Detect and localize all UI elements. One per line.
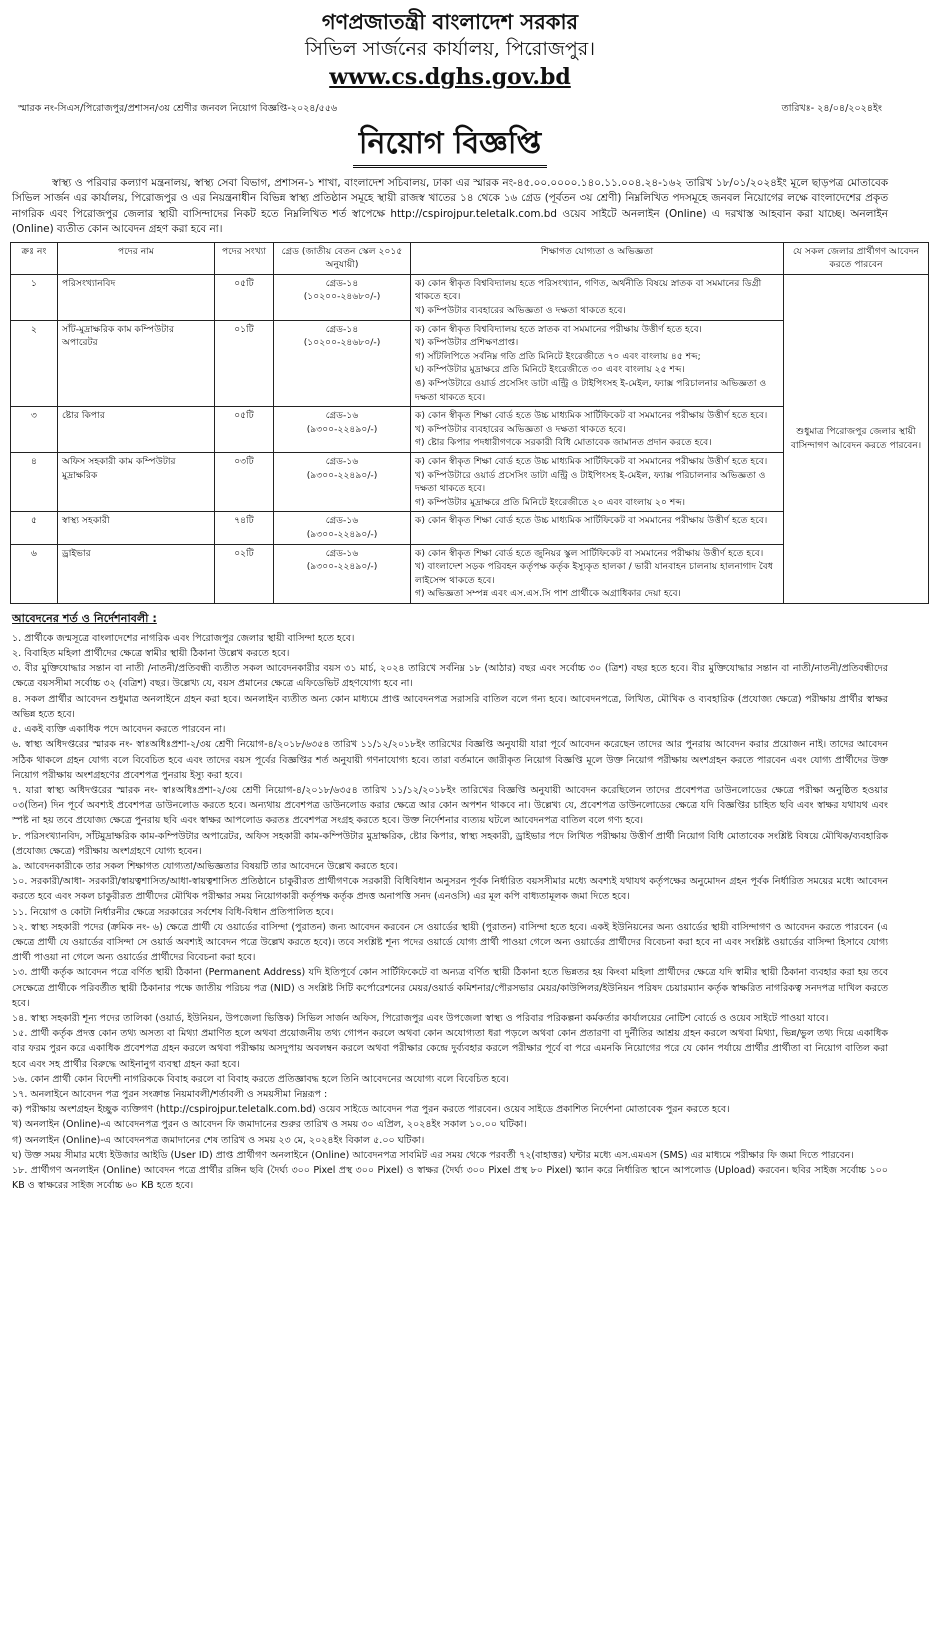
serial-cell: ১ — [11, 274, 58, 320]
qualification-item: ক) কোন স্বীকৃত শিক্ষা বোর্ড হতে উচ্চ মাধ্যমিক সার্টিফিকেট বা সমমানের পরীক্ষায় উত্তীর্ণ হতে হবে। — [415, 515, 768, 527]
memo-number: স্মারক নং-সিএস/পিরোজপুর/প্রশাসন/৩য় শ্রেণীর জনবল নিয়োগ বিজ্ঞপ্তি-২০২৪/৫৫৬ — [18, 103, 338, 114]
header-sl: ক্রঃ নং — [11, 242, 58, 274]
posts-table-body — [11, 274, 929, 603]
qualification-item: গ) কম্পিউটার মুদ্রাক্ষরে প্রতি মিনিটে ইংরেজীতে ২০ এবং বাংলায় ২০ শব্দ। — [415, 496, 686, 508]
grade-line: (৯৩০০-২২৪৯০/-) — [306, 561, 378, 573]
post-count-cell: ০২টি — [215, 544, 274, 603]
condition-item: ১৭. অনলাইনে আবেদন পত্র পুরন সংক্রান্ত নিয়মাবলী/শর্তাবলী ও সময়সীমা নিম্নরূপ : — [12, 1088, 328, 1100]
post-count-cell: ০৫টি — [215, 407, 274, 453]
condition-item: ১২. স্বাস্থ্য সহকারী পদের (ক্রমিক নং- ৬) ক্ষেত্রে প্রার্থী যে ওয়ার্ডের বাসিন্দা (পুরাতন) জন্য আবেদন করবেন সে ওয়ার্ডের স্থায়ী (পুরাতন) বাসিন্দা হতে হবে। একই ইউনিয়নের অন্য ওয়ার্ডের স্থায়ী বাসিন্দাগণ ও আবেদন করতে পারবেন (এ ক্ষেত্রে প্রার্থী যে ওয়ার্ডের বাসিন্দা সে ওয়ার্ড অবশ্যই আবেদন পত্রে উল্লেখ করতে হবে)। তবে সংশ্লিষ্ট শূন্য পদের ওয়ার্ডে যোগ্য প্রার্থী পাওয়া গেলে অন্য ওয়ার্ডের প্রার্থীদের বিবেচনা করা হবে না এবং সংশ্লিষ্ট ওয়ার্ডের বাসিন্দা হিসাবে যোগ্য প্রার্থী পাওয়া না গেলে অন্য ওয়ার্ডের প্রার্থীদের বিবেচনা করা হবে। — [12, 921, 888, 964]
serial-cell: ২ — [11, 320, 58, 407]
government-name: গণপ্রজাতন্ত্রী বাংলাদেশ সরকার — [321, 9, 579, 34]
header-district: যে সকল জেলার প্রার্থীগণ আবেদন করতে পারবেন — [784, 242, 929, 274]
post-count-cell: ০১টি — [215, 320, 274, 407]
qualification-cell — [411, 544, 784, 603]
conditions-list — [12, 631, 888, 1194]
condition-item: ৪. সকল প্রার্থীর আবেদন শুধুমাত্র অনলাইনে গ্রহন করা হবে। অনলাইন ব্যতীত অন্য কোন মাধ্যমে প্রাপ্ত আবেদনপত্র সরাসরি বাতিল বলে গন্য হবে। আবেদনপত্রে, লিখিত, মৌখিক ও ব্যবহারিক (প্রযোজ্য ক্ষেত্রে) পরীক্ষায় প্রার্থীর স্বাক্ষর অভিন্ন হতে হবে। — [12, 693, 888, 720]
condition-item: ১৪. স্বাস্থ্য সহকারী শূন্য পদের তালিকা (ওয়ার্ড, ইউনিয়ন, উপজেলা ভিত্তিক) সিভিল সার্জন অফিস, পিরোজপুর এবং উপজেলা স্বাস্থ্য ও পরিবার পরিকল্পনা কর্মকর্তার কার্যালয়ের নোটিশ বোর্ডে ও ওয়েব সাইটে পাওয়া যাবে। — [12, 1012, 829, 1024]
posts-table — [10, 242, 929, 604]
grade-cell — [274, 512, 411, 544]
qualification-cell — [411, 512, 784, 544]
notice-title-wrap — [10, 125, 890, 168]
grade-line: গ্রেড-১৬ — [325, 410, 359, 422]
condition-item: ১৩. প্রার্থী কর্তৃক আবেদন পত্রে বর্ণিত স্থায়ী ঠিকানা (Permanent Address) যদি ইতিপূর্বে কোন সার্টিফিকেটে বা অন্যত্র বর্ণিত স্থায়ী ঠিকানা হতে ভিন্নতর হয় কিংবা মহিলা প্রার্থীদের ক্ষেত্রে যদি স্বামীর স্থায়ী ঠিকানা ব্যবহার করা হয় তবে সেক্ষেত্রে প্রার্থীকে পরিবর্তীত স্থায়ী ঠিকানার পক্ষে জাতীয় পরিচয় পত্র (NID) ও সংশ্লিষ্ট সিটি কর্পোরেশনের মেয়র/ওয়ার্ড কমিশনার/পৌরসভার মেয়র/কাউন্সিলর/ইউনিয়ন পরিষদ চেয়ারম্যান কর্তৃক স্বাক্ষরিত নাগরিকত্ব সনদপত্র দাখিল করতে হবে। — [12, 967, 888, 1009]
letterhead — [10, 8, 890, 92]
qualification-item: ঘ) কম্পিউটার মুদ্রাক্ষরে প্রতি মিনিটে ইংরেজীতে ৩০ এবং বাংলায় ২৫ শব্দ। — [415, 364, 685, 376]
qualification-item: ক) কোন স্বীকৃত শিক্ষা বোর্ড হতে উচ্চ মাধ্যমিক সার্টিফিকেট বা সমমানের পরীক্ষায় উত্তীর্ণ হতে হবে। — [415, 455, 768, 467]
post-name-cell: অফিস সহকারী কাম কম্পিউটার মুদ্রাক্ষরিক — [58, 452, 215, 511]
website-link[interactable]: www.cs.dghs.gov.bd — [329, 64, 571, 90]
post-name-cell: ষ্টোর কিপার — [58, 407, 215, 453]
serial-cell: ৬ — [11, 544, 58, 603]
condition-item: ৫. একই ব্যক্তি একাধিক পদে আবেদন করতে পারবেন না। — [12, 724, 226, 736]
header-grade: গ্রেড (জাতীয় বেতন স্কেল ২০১৫ অনুযায়ী) — [274, 242, 411, 274]
grade-cell — [274, 544, 411, 603]
grade-line: (১০২০০-২৪৬৮০/-) — [303, 337, 381, 349]
table-row — [11, 274, 929, 320]
condition-item: ১১. নিয়োগ ও কোটা নির্ধারনীর ক্ষেত্রে সরকারের সর্বশেষ বিধি-বিধান প্রতিপালিত হবে। — [12, 906, 334, 918]
condition-item: ৭. যারা স্বাস্থ্য অধিদপ্তরের স্মারক নং- স্বাঃঅধিঃপ্রশা-২/৩য় শ্রেণী নিয়োগ-৪/২০১৮/৬৩৫৪ তারিখ ১১/১২/২০১৮ইং তারিখের বিজ্ঞপ্তি অনুযায়ী আবেদন করেছিলেন তাদের প্রবেশপত্র ডাউনলোডের ক্ষেত্রে পরীক্ষা অনুষ্ঠিত হওয়ার ০৩(তিন) দিন পূর্বে অবশ্যই প্রবেশপত্র ডাউনলোড করতে হবে। অন্যথায় প্রবেশপত্র ডাউনলোড করার ক্ষেত্রে আর কোন অপশন থাকবে না। উল্লেখ্য যে, প্রবেশপত্র ডাউনলোডের ক্ষেত্রে যদি বিজ্ঞপ্তির চাহিত ছবি এবং স্বাক্ষর যথাযথ এবং স্পষ্ট না হয় তবে প্রযোজ্য ক্ষেত্রে পুনরায় ছবি এবং স্বাক্ষর আপলোড করতঃ প্রবেশপত্র সংগ্রহ করতে হবে। উক্ত নির্দেশনার ব্যত্যয় ঘটলে আবেদনপত্র বাতিল বলে গণ্য হবে। — [12, 784, 888, 827]
notice-title: নিয়োগ বিজ্ঞপ্তি — [353, 125, 547, 168]
header-qualification: শিক্ষাগত যোগ্যতা ও অভিজ্ঞতা — [411, 242, 784, 274]
post-count-cell: ০৩টি — [215, 452, 274, 511]
qualification-item: খ) কম্পিউটার প্রশিক্ষণপ্রাপ্ত। — [415, 337, 519, 349]
post-name-cell: ড্রাইভার — [58, 544, 215, 603]
qualification-item: খ) কম্পিউটার ব্যবহারের অভিজ্ঞতা ও দক্ষতা থাকতে হবে। — [415, 423, 626, 435]
grade-line: (৯৩০০-২২৪৯০/-) — [306, 528, 378, 540]
conditions-title: আবেদনের শর্ত ও নির্দেশনাবলী : — [12, 611, 157, 625]
grade-cell — [274, 452, 411, 511]
condition-item: ৬. স্বাস্থ্য অধিদপ্তরের স্মারক নং- স্বাঃঅধিঃপ্রশা-২/৩য় শ্রেণী নিয়োগ-৪/২০১৮/৬৩৫৪ তারিখ ১১/১২/২০১৮ইং তারিখের বিজ্ঞপ্তি অনুযায়ী যারা পূর্বে আবেদন করেছেন তাদের আর পুনরায় আবেদন করার প্রয়োজন নাই। তাদের আবেদন সঠিক থাকলে গ্রহন যোগ্য বলে বিবেচিত হবে এবং তাদের বয়স পূর্বের বিজ্ঞপ্তির শর্ত অনুযায়ী গণনাযোগ্য হবে। তারা বর্তমানে জারীকৃত নিয়োগ বিজ্ঞপ্তি মূলে উক্ত নিয়োগ পরীক্ষায় অংশগ্রহন করতে পারবেন এবং যোগ্য প্রার্থীদের উক্ত নিয়োগ পরীক্ষায় অংশগ্রহণের প্রবেশপত্র পুনরায় ইস্যু করা হবে। — [12, 739, 888, 781]
condition-item: ক) পরীক্ষায় অংশগ্রহন ইচ্ছুক ব্যক্তিগণ (http://cspirojpur.teletalk.com.bd) ওয়েব সাইডে আবেদন পত্র পুরন করতে পারবেন। ওয়েব সাইডে প্রকাশিত নির্দেশনা মোতাবেক পুরন করতে হবে। — [12, 1104, 730, 1116]
grade-line: (৯৩০০-২২৪৯০/-) — [306, 423, 378, 435]
grade-cell — [274, 274, 411, 320]
condition-item: ১৫. প্রার্থী কর্তৃক প্রদত্ত কোন তথ্য অসত্য বা মিথ্যা প্রমাণিত হলে অথবা প্রয়োজনীয় তথ্য গোপন করলে অথবা কোন অযোগ্যতা ধরা পড়লে অথবা কোন প্রতারণা বা দুর্নীতির আশ্রয় গ্রহন করলে অথবা মিথ্যা, ভিন্ন/ভুল তথ্য দিয়ে একাধিক বার ফরম পুরন করে একাধিক প্রবেশপত্র গ্রহন করলে অথবা পরীক্ষায় অসদুপায় অবলম্বন করলে অথবা পরীক্ষার কেন্দ্রে দুর্ব্যবহার করলে পরীক্ষার পূর্বে বা পরে এমনকি নিয়োগের পরে যে কোন পর্যায়ে প্রার্থীর প্রার্থীতা বা নিয়োগ বাতিল করা হবে এবং সহ প্রার্থীর বিরুদ্ধে আইনানুগ ব্যবস্থা গ্রহন করা হবে। — [12, 1028, 888, 1070]
condition-item: গ) অনলাইন (Online)-এ আবেদনপত্র জমাদানের শেষ তারিখ ও সময় ২৩ মে, ২০২৪ইং বিকাল ৫.০০ ঘটিকা। — [12, 1134, 425, 1146]
office-name: সিভিল সার্জনের কার্যালয়, পিরোজপুর। — [304, 38, 596, 60]
grade-cell — [274, 320, 411, 407]
grade-line: (১০২০০-২৪৬৮০/-) — [303, 291, 381, 303]
condition-item: ১৮. প্রার্থীগণ অনলাইন (Online) আবেদন পত্রে প্রার্থীর রঙ্গিন ছবি (দৈর্ঘ্য ৩০০ Pixel প্রস্থ ৩০০ Pixel) ও স্বাক্ষর (দৈর্ঘ্য ৩০০ Pixel প্রস্থ ৮০ Pixel) স্ক্যান করে নির্ধারিত স্থানে আপলোড (Upload) করবেন। ছবির সাইজ সর্বোচ্চ ১০০ KB ও স্বাক্ষরের সাইজ সর্বোচ্চ ৬০ KB হতে হবে। — [12, 1164, 888, 1192]
serial-cell: ৪ — [11, 452, 58, 511]
post-name-cell: পরিসংখ্যানবিদ — [58, 274, 215, 320]
condition-item: ৯. আবেদনকারীকে তার সকল শিক্ষাগত যোগ্যতা/অভিজ্ঞতার বিষয়টি তার আবেদনে উল্লেখ করতে হবে। — [12, 860, 398, 872]
condition-item: ২. বিবাহিত মহিলা প্রার্থীদের ক্ষেত্রে স্বামীর স্থায়ী ঠিকানা উল্লেখ করতে হবে। — [12, 648, 290, 660]
qualification-item: ক) কোন স্বীকৃত শিক্ষা বোর্ড হতে উচ্চ মাধ্যমিক সার্টিফিকেট বা সমমানের পরীক্ষায় উত্তীর্ণ হতে হবে। — [415, 410, 768, 422]
serial-cell: ৩ — [11, 407, 58, 453]
qualification-item: ক) কোন স্বীকৃত বিশ্ববিদ্যালয় হতে স্নাতক বা সমমানের পরীক্ষায় উত্তীর্ণ হতে হবে। — [415, 323, 702, 335]
qualification-cell — [411, 320, 784, 407]
qualification-item: ক) কোন স্বীকৃত শিক্ষা বোর্ড হতে জুনিয়র স্কুল সার্টিফিকেট বা সমমানের পরীক্ষায় উত্তীর্ণ হতে হবে। — [415, 547, 764, 559]
condition-item: ১. প্রার্থীকে জন্মসূত্রে বাংলাদেশের নাগরিক এবং পিরোজপুর জেলার স্থায়ী বাসিন্দা হতে হবে। — [12, 632, 355, 644]
post-count-cell: ০৫টি — [215, 274, 274, 320]
grade-cell — [274, 407, 411, 453]
qualification-item: গ) ষ্টোর কিপার পদধারীগণকে সরকারী বিধি মোতাবেক জামানত প্রদান করতে হবে। — [415, 437, 712, 449]
post-name-cell: স্বাস্থ্য সহকারী — [58, 512, 215, 544]
intro-paragraph: স্বাস্থ্য ও পরিবার কল্যাণ মন্ত্রনালয়, স্বাস্থ্য সেবা বিভাগ, প্রশাসন-১ শাখা, বাংলাদেশ সচিবালয়, ঢাকা এর স্মারক নং-৪৫.০০.০০০০.১৪০.১১.০০৪.২৪-১৬২ তারিখ ১৮/০১/২০২৪ইং মূলে ছাড়পত্র মোতাবেক সিভিল সার্জন এর কার্যালয়, পিরোজপুর ও এর নিয়ন্ত্রনাধীন বিভিন্ন স্বাস্থ্য প্রতিষ্ঠান সমূহে স্থায়ী রাজস্ব খাতের ১৪ থেকে ১৬ গ্রেড (পূর্বতন ৩য় শ্রেণী) নিম্নলিখিত পদসমূহে জনবল নিয়োগের লক্ষে বাংলাদেশের প্রকৃত নাগরিক এবং পিরোজপুর জেলার স্থায়ী বাসিন্দাদের নিকট হতে নিম্নলিখিত শর্ত স্বাপেক্ষে http://cspirojpur.teletalk.com.bd ওয়েব সাইটে অনলাইন (Online) এ দরখাস্ত আহবান করা যাচ্ছে। অনলাইন (Online) ব্যতীত কোন আবেদন গ্রহণ করা হবে না। — [12, 177, 888, 236]
qualification-item: গ) সাঁটলিপিতে সর্বনিম্ন গতি প্রতি মিনিটে ইংরেজীতে ৭০ এবং বাংলায় ৪৫ শব্দ; — [415, 350, 701, 362]
condition-item: ৩. বীর মুক্তিযোদ্ধার সন্তান বা নাতী /নাতনী/প্রতিবন্ধী ব্যতীত সকল আবেদনকারীর বয়স ৩১ মার্চ, ২০২৪ তারিখে সর্বনিম্ন ১৮ (আঠার) বছর এবং সর্বোচ্চ ৩০ (ত্রিশ) বছর হতে হবে। বীর মুক্তিযোদ্ধার সন্তান বা নাতী/নাতনী/প্রতিবন্ধীদের ক্ষেত্রে বয়সসীমা সর্বোচ্চ ৩২ (বত্রিশ) বছর। উল্লেখ্য যে, বয়স প্রমানের ক্ষেত্রে এফিডেভিট গ্রহণযোগ্য হবে না। — [12, 663, 888, 690]
condition-item: খ) অনলাইন (Online)-এ আবেদনপত্র পুরন ও আবেদন ফি জমাদানের শুরুর তারিখ ও সময় ৩০ এপ্রিল, ২০২৪ইং সকাল ১০.০০ ঘটিকা। — [12, 1119, 527, 1131]
qualification-item: খ) বাংলাদেশ সড়ক পরিবহন কর্তৃপক্ষ কর্তৃক ইস্যুকৃত হালকা / ভারী যানবাহন চালনায় হালনাগাদ বৈধ লাইসেন্স থাকতে হবে। — [415, 561, 774, 586]
serial-cell: ৫ — [11, 512, 58, 544]
table-header-row — [11, 242, 929, 274]
qualification-item: খ) কম্পিউটারে ওয়ার্ড প্রসেসিং ডাটা এন্ট্রি ও টাইপিংসহ ই-মেইল, ফ্যাক্স পরিচালনার অভিজ্ঞতা ও দক্ষতা থাকতে হবে। — [415, 469, 766, 495]
grade-line: গ্রেড-১৬ — [325, 547, 359, 559]
district-eligibility-cell: শুধুমাত্র পিরোজপুর জেলার স্থায়ী বাসিন্দাগণ আবেদন করতে পারবেন। — [784, 274, 929, 603]
grade-line: গ্রেড-১৬ — [325, 455, 359, 467]
condition-item: ৮. পরিসংখ্যানবিদ, সাঁটমুদ্রাক্ষরিক কাম-কম্পিউটার অপারেটর, অফিস সহকারী কাম-কম্পিউটার মুদ্রাক্ষরিক, ষ্টোর কিপার, স্বাস্থ্য সহকারী, ড্রাইভার পদে লিখিত পরীক্ষায় উত্তীর্ণ প্রার্থী নিয়োগ বিধি মোতাবেক সংশ্লিষ্ট বিষয়ে মৌখিক/ব্যবহারিক (প্রযোজ্য ক্ষেত্রে) পরীক্ষায় অংশগ্রহণে যোগ্য হবেন। — [12, 830, 888, 857]
post-name-cell: সাঁট-মুদ্রাক্ষরিক কাম কম্পিউটার অপারেটর — [58, 320, 215, 407]
grade-line: (৯৩০০-২২৪৯০/-) — [306, 469, 378, 481]
condition-item: ১০. সরকারী/আধা- সরকারী/স্বায়ত্বশাসিত/আধা-স্বায়ত্বশাসিত প্রতিষ্ঠানে চাকুরীরত প্রার্থীগণকে সরকারী বিধিবিধান অনুসরন পূর্বক নির্ধারিত বয়সসীমার মধ্যে অবশ্যই যথাযথ কর্তৃপক্ষের অনুমোদন গ্রহন পূর্বক নির্ধারিত সময়ের মধ্যে আবেদন করতে হবে এবং সকল চাকুরীরত প্রার্থীদের মৌখিক পরীক্ষার সময় নিয়োগকারী কর্তৃপক্ষ কর্তৃক প্রদত্ত অনাপত্তি সনদ (এনওসি) এর মূল কপি বাধ্যতামূলক জমা দিতে হবে। — [12, 876, 888, 903]
header-post-count: পদের সংখ্যা — [215, 242, 274, 274]
condition-item: ১৬. কোন প্রার্থী কোন বিদেশী নাগরিককে বিবাহ করলে বা বিবাহ করতে প্রতিজ্ঞাবদ্ধ হলে তিনি আবেদনের অযোগ্য বলে বিবেচিত হবে। — [12, 1073, 509, 1085]
condition-item: ঘ) উক্ত সময় সীমার মধ্যে ইউজার আইডি (User ID) প্রাপ্ত প্রার্থীগণ অনলাইনে (Online) আবেদনপত্র সাবমিট এর সময় থেকে পরবর্তী ৭২(বাহাত্তর) ঘন্টার মধ্যে এস.এমএস (SMS) এর মাধ্যমে পরীক্ষার ফি জমা দিতে পারবেন। — [12, 1149, 854, 1161]
post-count-cell: ৭৪টি — [215, 512, 274, 544]
qualification-cell — [411, 452, 784, 511]
qualification-cell — [411, 407, 784, 453]
memo-line — [10, 102, 890, 117]
qualification-item: ক) কোন স্বীকৃত বিশ্ববিদ্যালয় হতে পরিসংখ্যান, গণিত, অর্থনীতি বিষয়ে স্নাতক বা সমমানের ডিগ্রী থাকতে হবে। — [415, 277, 762, 303]
grade-line: গ্রেড-১৪ — [325, 323, 359, 335]
grade-line: গ্রেড-১৬ — [325, 515, 359, 527]
qualification-item: খ) কম্পিউটার ব্যবহারের অভিজ্ঞতা ও দক্ষতা থাকতে হবে। — [415, 305, 626, 316]
qualification-item: ঙ) কম্পিউটারে ওয়ার্ড প্রসেসিং ডাটা এন্ট্রি ও টাইপিংসহ ই-মেইল, ফ্যাক্স পরিচালনার অভিজ্ঞতা ও দক্ষতা থাকতে হবে। — [415, 377, 767, 403]
grade-line: গ্রেড-১৪ — [325, 277, 359, 289]
memo-date: তারিখঃ- ২৪/০৪/২০২৪ইং — [781, 103, 882, 114]
qualification-item: গ) অভিজ্ঞতা সম্পন্ন এবং এস.এস.সি পাশ প্রার্থীকে অগ্রাধিকার দেয়া হবে। — [415, 588, 681, 600]
qualification-cell — [411, 274, 784, 320]
header-post-name: পদের নাম — [58, 242, 215, 274]
